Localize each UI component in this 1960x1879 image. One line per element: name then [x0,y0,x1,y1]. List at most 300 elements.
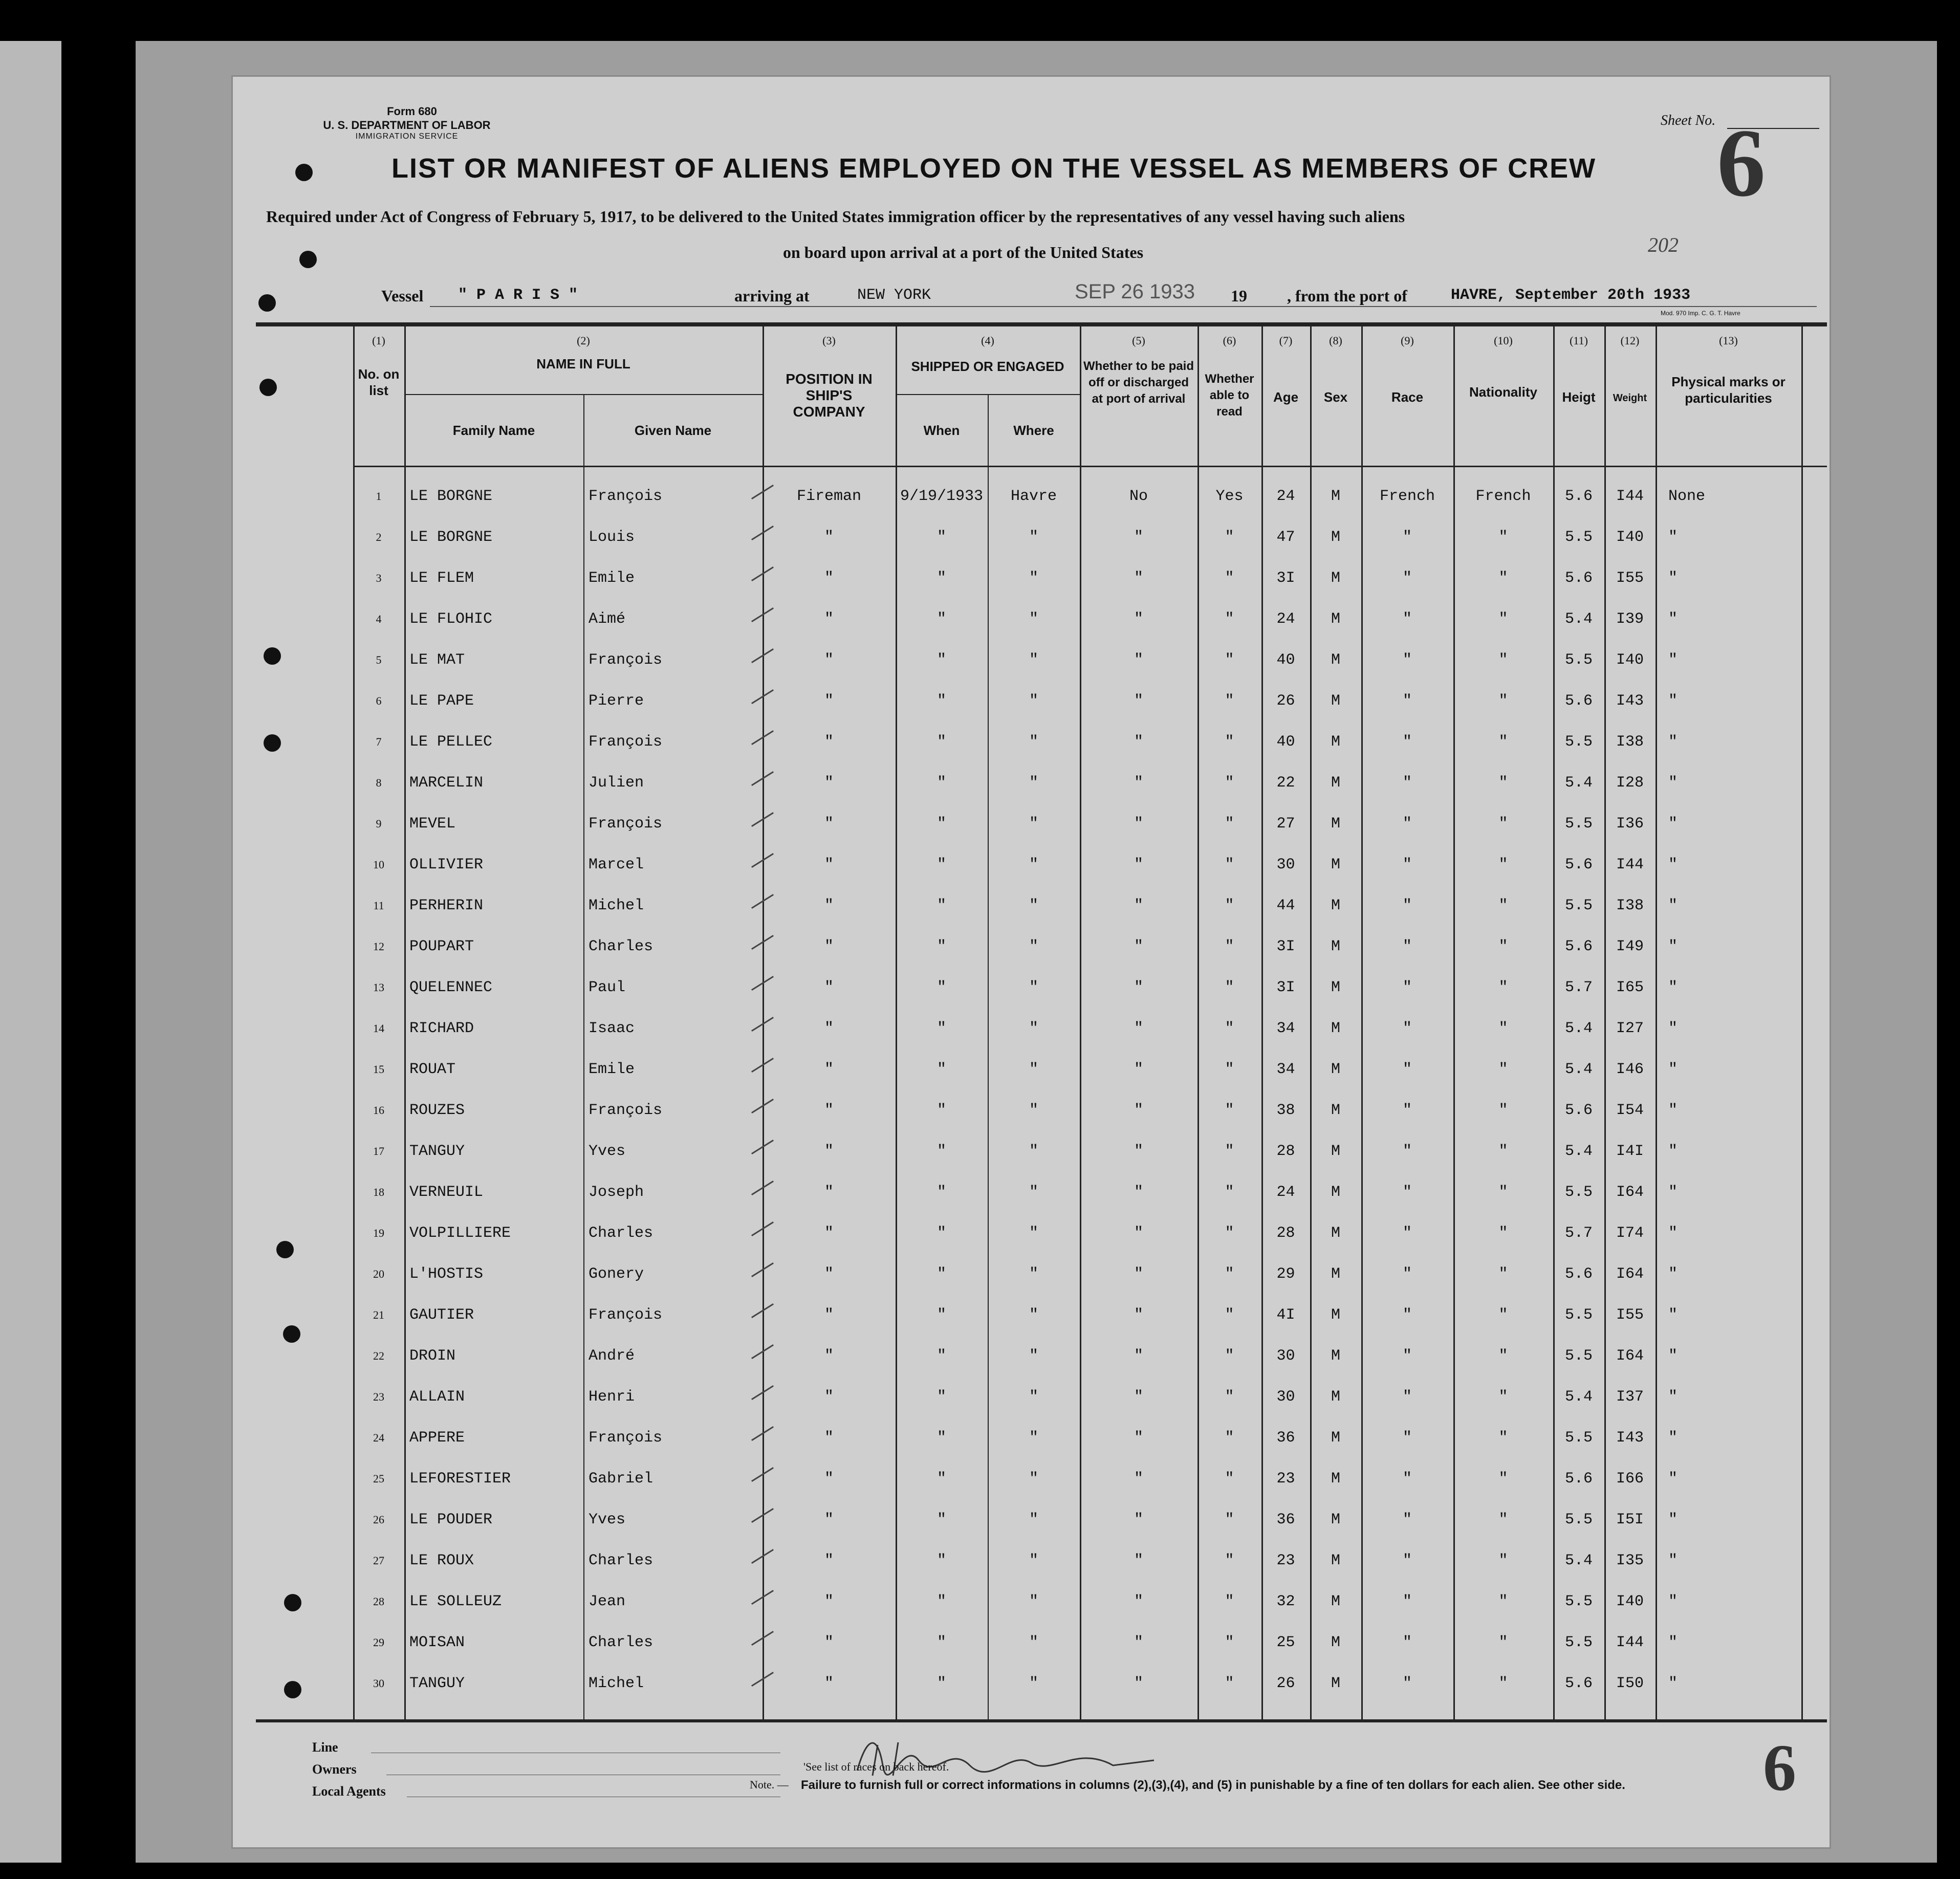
race-cell: " [1402,610,1412,628]
position-cell: " [824,1511,834,1528]
row-number: 29 [373,1636,384,1649]
table-row [256,1377,1960,1417]
weight-cell: I44 [1616,1634,1644,1651]
sex-cell: M [1331,938,1340,955]
nationality-cell: " [1498,610,1508,628]
row-number: 16 [373,1104,384,1117]
weight-cell: I36 [1616,815,1644,833]
paid-off-cell: " [1134,692,1143,710]
family-name: LE PAPE [409,692,474,710]
height-cell: 5.4 [1564,774,1593,792]
position-cell: " [824,815,834,833]
family-name: OLLIVIER [409,856,484,873]
family-name: LE ROUX [409,1552,474,1569]
sex-cell: M [1331,1470,1340,1488]
row-number: 18 [373,1186,384,1198]
able-to-read-cell: " [1225,1143,1234,1160]
given-name: Gabriel [589,1470,654,1488]
arriving-port: NEW YORK [857,287,931,304]
height-cell: 5.6 [1564,570,1593,587]
weight-cell: I46 [1616,1061,1644,1078]
shipped-when-cell: " [937,856,946,873]
shipped-where-cell: " [1029,1593,1038,1610]
shipped-when-cell: " [937,979,946,996]
shipped-where-cell: " [1029,733,1038,751]
physical-marks-cell: " [1668,774,1678,792]
shipped-where-cell: " [1029,529,1038,546]
shipped-when-cell: " [937,570,946,587]
col5-header: Whether to be paid off or discharged at port of arrival [1083,359,1194,406]
family-name: ROUZES [409,1102,465,1119]
nationality-cell: " [1498,1184,1508,1201]
subtitle-line1: Required under Act of Congress of February 5, 1917, to be delivered to the United States immigration officer by the representatives of any vessel having such aliens [266,207,1405,226]
height-cell: 5.6 [1564,488,1593,505]
height-cell: 5.7 [1564,1225,1593,1242]
table-row [256,1131,1960,1172]
given-name: Jean [589,1593,626,1610]
height-cell: 5.5 [1564,651,1593,669]
paid-off-cell: " [1134,529,1143,546]
row-number: 10 [373,858,384,871]
nationality-cell: " [1498,651,1508,669]
weight-cell: I37 [1616,1388,1644,1406]
nationality-cell: " [1498,1675,1508,1692]
arrival-date-stamp: SEP 26 1933 [1075,280,1195,303]
crew-table [256,322,1827,1730]
col11-number: (11) [1570,334,1588,347]
shipped-when-cell: " [937,1143,946,1160]
family-name: LEFORESTIER [409,1470,511,1488]
race-cell: " [1402,1347,1412,1365]
sex-cell: M [1331,488,1340,505]
vessel-label: Vessel [381,287,424,305]
position-cell: " [824,938,834,955]
nationality-cell: " [1498,1306,1508,1324]
position-cell: " [824,1593,834,1610]
given-name: François [589,1306,663,1324]
family-name: GAUTIER [409,1306,474,1324]
nationality-cell: " [1498,856,1508,873]
sex-cell: M [1331,1061,1340,1078]
age-cell: 44 [1276,897,1295,914]
position-cell: " [824,1306,834,1324]
physical-marks-cell: " [1668,651,1678,669]
sex-cell: M [1331,856,1340,873]
weight-cell: I50 [1616,1675,1644,1692]
physical-marks-cell: " [1668,1429,1678,1447]
shipped-when-cell: " [937,1593,946,1610]
col4-header: SHIPPED OR ENGAGED [911,359,1064,374]
row-number: 7 [376,735,382,748]
nationality-cell: " [1498,1634,1508,1651]
col9-header: Race [1391,389,1424,405]
sex-cell: M [1331,733,1340,751]
height-cell: 5.5 [1564,897,1593,914]
form-number: Form 680 [387,105,437,118]
race-cell: " [1402,938,1412,955]
table-row [256,681,1960,722]
height-cell: 5.4 [1564,1020,1593,1037]
weight-cell: I40 [1616,529,1644,546]
col7-header: Age [1273,389,1299,405]
shipped-when-cell: " [937,1061,946,1078]
row-number: 8 [376,776,382,789]
sex-cell: M [1331,651,1340,669]
position-cell: " [824,1552,834,1569]
position-cell: " [824,1225,834,1242]
paid-off-cell: " [1134,1634,1143,1651]
sex-cell: M [1331,1634,1340,1651]
nationality-cell: " [1498,1102,1508,1119]
weight-cell: I5I [1616,1511,1644,1528]
row-number: 11 [373,899,384,912]
race-cell: " [1402,1593,1412,1610]
race-cell: " [1402,1470,1412,1488]
position-cell: " [824,570,834,587]
shipped-where-cell: " [1029,1225,1038,1242]
row-number: 30 [373,1677,384,1690]
family-name: VERNEUIL [409,1184,484,1201]
nationality-cell: " [1498,1511,1508,1528]
given-name: Isaac [589,1020,635,1037]
position-cell: " [824,651,834,669]
able-to-read-cell: " [1225,1184,1234,1201]
family-name: MEVEL [409,815,456,833]
local-agents-label: Local Agents [312,1784,386,1799]
family-name: LE SOLLEUZ [409,1593,502,1610]
shipped-where-cell: " [1029,570,1038,587]
able-to-read-cell: " [1225,1225,1234,1242]
paid-off-cell: " [1134,1225,1143,1242]
race-cell: " [1402,1184,1412,1201]
age-cell: 34 [1276,1020,1295,1037]
age-cell: 27 [1276,815,1295,833]
col5-number: (5) [1132,334,1145,347]
table-row [256,599,1960,640]
table-row [256,1008,1960,1049]
given-name: François [589,651,663,669]
col12-number: (12) [1620,334,1640,347]
physical-marks-cell: None [1668,488,1706,505]
signature [847,1730,1164,1786]
col8-header: Sex [1323,389,1348,405]
physical-marks-cell: " [1668,733,1678,751]
given-name: Michel [589,897,644,914]
height-cell: 5.6 [1564,856,1593,873]
shipped-where-cell: " [1029,1552,1038,1569]
race-cell: " [1402,815,1412,833]
age-cell: 36 [1276,1511,1295,1528]
paid-off-cell: " [1134,1143,1143,1160]
family-name: LE BORGNE [409,529,493,546]
race-cell: " [1402,1306,1412,1324]
shipped-where-cell: " [1029,774,1038,792]
family-name: POUPART [409,938,474,955]
nationality-cell: " [1498,733,1508,751]
age-cell: 30 [1276,1347,1295,1365]
able-to-read-cell: " [1225,1675,1234,1692]
position-cell: " [824,979,834,996]
age-cell: 26 [1276,692,1295,710]
table-row [256,1213,1960,1254]
col6-header: Whether able to read [1205,372,1254,419]
weight-cell: I74 [1616,1225,1644,1242]
family-name: LE POUDER [409,1511,493,1528]
row-number: 19 [373,1227,384,1239]
shipped-where-cell: " [1029,651,1038,669]
physical-marks-cell: " [1668,1143,1678,1160]
row-number: 12 [373,940,384,953]
given-name: André [589,1347,635,1365]
race-cell: " [1402,1143,1412,1160]
age-cell: 3I [1276,979,1295,996]
race-cell: " [1402,1265,1412,1283]
note-text: Failure to furnish full or correct informations in columns (2),(3),(4), and (5) in punishable by a fine of ten dollars for each alien. See other side. [801,1778,1625,1792]
sex-cell: M [1331,570,1340,587]
row-number: 2 [376,531,382,543]
able-to-read-cell: " [1225,1593,1234,1610]
shipped-when-cell: " [937,733,946,751]
physical-marks-cell: " [1668,1306,1678,1324]
family-name: ROUAT [409,1061,456,1078]
race-cell: " [1402,529,1412,546]
table-row [256,844,1960,885]
paid-off-cell: " [1134,610,1143,628]
shipped-where-cell: " [1029,1675,1038,1692]
position-cell: " [824,1061,834,1078]
weight-cell: I55 [1616,570,1644,587]
position-cell: " [824,1143,834,1160]
row-number: 20 [373,1268,384,1280]
col4b-header: Where [1013,423,1054,438]
given-name: Gonery [589,1265,644,1283]
shipped-when-cell: " [937,938,946,955]
col11-header: Heigt [1562,389,1596,405]
paid-off-cell: " [1134,938,1143,955]
nationality-cell: " [1498,938,1508,955]
table-row [256,885,1960,926]
position-cell: " [824,897,834,914]
height-cell: 5.6 [1564,692,1593,710]
shipped-when-cell: " [937,815,946,833]
family-name: PERHERIN [409,897,484,914]
weight-cell: I65 [1616,979,1644,996]
sheet-number: 6 [1717,110,1766,217]
height-cell: 5.4 [1564,610,1593,628]
nationality-cell: " [1498,1265,1508,1283]
nationality-cell: " [1498,1429,1508,1447]
row-number: 28 [373,1595,384,1608]
table-row [256,1458,1960,1499]
shipped-where-cell: " [1029,1265,1038,1283]
paid-off-cell: " [1134,1020,1143,1037]
row-number: 21 [373,1308,384,1321]
position-cell: " [824,1675,834,1692]
nationality-cell: " [1498,1388,1508,1406]
shipped-where-cell: " [1029,1184,1038,1201]
weight-cell: I40 [1616,1593,1644,1610]
able-to-read-cell: " [1225,979,1234,996]
row-number: 27 [373,1554,384,1567]
able-to-read-cell: " [1225,1429,1234,1447]
row-number: 15 [373,1063,384,1076]
given-name: Louis [589,529,635,546]
sex-cell: M [1331,774,1340,792]
corner-sheet-number: 6 [1763,1731,1796,1805]
physical-marks-cell: " [1668,570,1678,587]
row-number: 23 [373,1390,384,1403]
paid-off-cell: " [1134,1184,1143,1201]
position-cell: " [824,1634,834,1651]
weight-cell: I27 [1616,1020,1644,1037]
age-cell: 32 [1276,1593,1295,1610]
height-cell: 5.5 [1564,1593,1593,1610]
height-cell: 5.6 [1564,1675,1593,1692]
department-name: U. S. DEPARTMENT OF LABOR [323,119,491,132]
age-cell: 23 [1276,1552,1295,1569]
table-row [256,1336,1960,1377]
nationality-cell: " [1498,570,1508,587]
physical-marks-cell: " [1668,1470,1678,1488]
sex-cell: M [1331,1102,1340,1119]
age-cell: 23 [1276,1470,1295,1488]
row-number: 25 [373,1472,384,1485]
physical-marks-cell: " [1668,815,1678,833]
shipped-when-cell: " [937,1634,946,1651]
able-to-read-cell: " [1225,1306,1234,1324]
weight-cell: I66 [1616,1470,1644,1488]
given-name: Henri [589,1388,635,1406]
nationality-cell: " [1498,1470,1508,1488]
race-cell: " [1402,774,1412,792]
age-cell: 36 [1276,1429,1295,1447]
year-prefix: 19 [1231,287,1247,305]
table-row [256,1172,1960,1213]
shipped-when-cell: " [937,1470,946,1488]
given-name: Emile [589,570,635,587]
weight-cell: I55 [1616,1306,1644,1324]
weight-cell: I64 [1616,1184,1644,1201]
sheet-label: Sheet No. [1661,113,1716,128]
position-cell: " [824,856,834,873]
shipped-where-cell: " [1029,856,1038,873]
row-number: 1 [376,490,382,502]
physical-marks-cell: " [1668,938,1678,955]
weight-cell: I39 [1616,610,1644,628]
height-cell: 5.4 [1564,1388,1593,1406]
position-cell: Fireman [796,488,862,505]
from-port-label: , from the port of [1287,287,1407,305]
given-name: Aimé [589,610,626,628]
shipped-when-cell: " [937,1675,946,1692]
table-row [256,926,1960,967]
col10-header: Nationality [1469,384,1537,400]
height-cell: 5.6 [1564,938,1593,955]
paid-off-cell: " [1134,1102,1143,1119]
height-cell: 5.6 [1564,1102,1593,1119]
paid-off-cell: " [1134,856,1143,873]
shipped-where-cell: " [1029,897,1038,914]
shipped-when-cell: " [937,774,946,792]
table-row [256,722,1960,762]
given-name: François [589,1429,663,1447]
weight-cell: I64 [1616,1347,1644,1365]
sex-cell: M [1331,1347,1340,1365]
position-cell: " [824,692,834,710]
height-cell: 5.5 [1564,529,1593,546]
shipped-where-cell: " [1029,1634,1038,1651]
race-cell: " [1402,1511,1412,1528]
row-number: 6 [376,694,382,707]
printer-mark: Mod. 970 Imp. C. G. T. Havre [1661,310,1740,317]
shipped-where-cell: " [1029,979,1038,996]
row-number: 5 [376,653,382,666]
family-name: RICHARD [409,1020,474,1037]
shipped-where-cell: " [1029,1388,1038,1406]
shipped-when-cell: " [937,1429,946,1447]
row-number: 9 [376,817,382,830]
able-to-read-cell: " [1225,1634,1234,1651]
position-cell: " [824,733,834,751]
sex-cell: M [1331,1675,1340,1692]
nationality-cell: " [1498,1061,1508,1078]
note-label: Note. — [750,1778,789,1791]
sex-cell: M [1331,1184,1340,1201]
row-number: 3 [376,572,382,584]
col1-number: (1) [372,334,385,347]
sex-cell: M [1331,1020,1340,1037]
race-cell: French [1379,488,1435,505]
col2-number: (2) [577,334,590,347]
sex-cell: M [1331,1265,1340,1283]
position-cell: " [824,1470,834,1488]
age-cell: 38 [1276,1102,1295,1119]
shipped-where-cell: " [1029,1470,1038,1488]
given-name: François [589,488,663,505]
given-name: Joseph [589,1184,644,1201]
able-to-read-cell: " [1225,1102,1234,1119]
sex-cell: M [1331,1593,1340,1610]
weight-cell: I4I [1616,1143,1644,1160]
shipped-when-cell: " [937,1511,946,1528]
nationality-cell: " [1498,815,1508,833]
paid-off-cell: " [1134,897,1143,914]
col9-number: (9) [1401,334,1414,347]
age-cell: 3I [1276,938,1295,955]
able-to-read-cell: " [1225,938,1234,955]
age-cell: 22 [1276,774,1295,792]
col12-header: Weight [1613,392,1647,404]
vessel-name: " P A R I S " [458,287,578,304]
able-to-read-cell: " [1225,1388,1234,1406]
shipped-when-cell: " [937,1388,946,1406]
family-name: LE PELLEC [409,733,493,751]
col4a-header: When [923,423,960,438]
physical-marks-cell: " [1668,1675,1678,1692]
able-to-read-cell: " [1225,897,1234,914]
family-name: VOLPILLIERE [409,1225,511,1242]
shipped-where-cell: " [1029,1511,1038,1528]
paid-off-cell: " [1134,1265,1143,1283]
age-cell: 34 [1276,1061,1295,1078]
race-cell: " [1402,1102,1412,1119]
height-cell: 5.6 [1564,1265,1593,1283]
position-cell: " [824,529,834,546]
physical-marks-cell: " [1668,692,1678,710]
row-number: 17 [373,1145,384,1157]
able-to-read-cell: " [1225,815,1234,833]
from-port: HAVRE, September 20th 1933 [1451,287,1691,304]
